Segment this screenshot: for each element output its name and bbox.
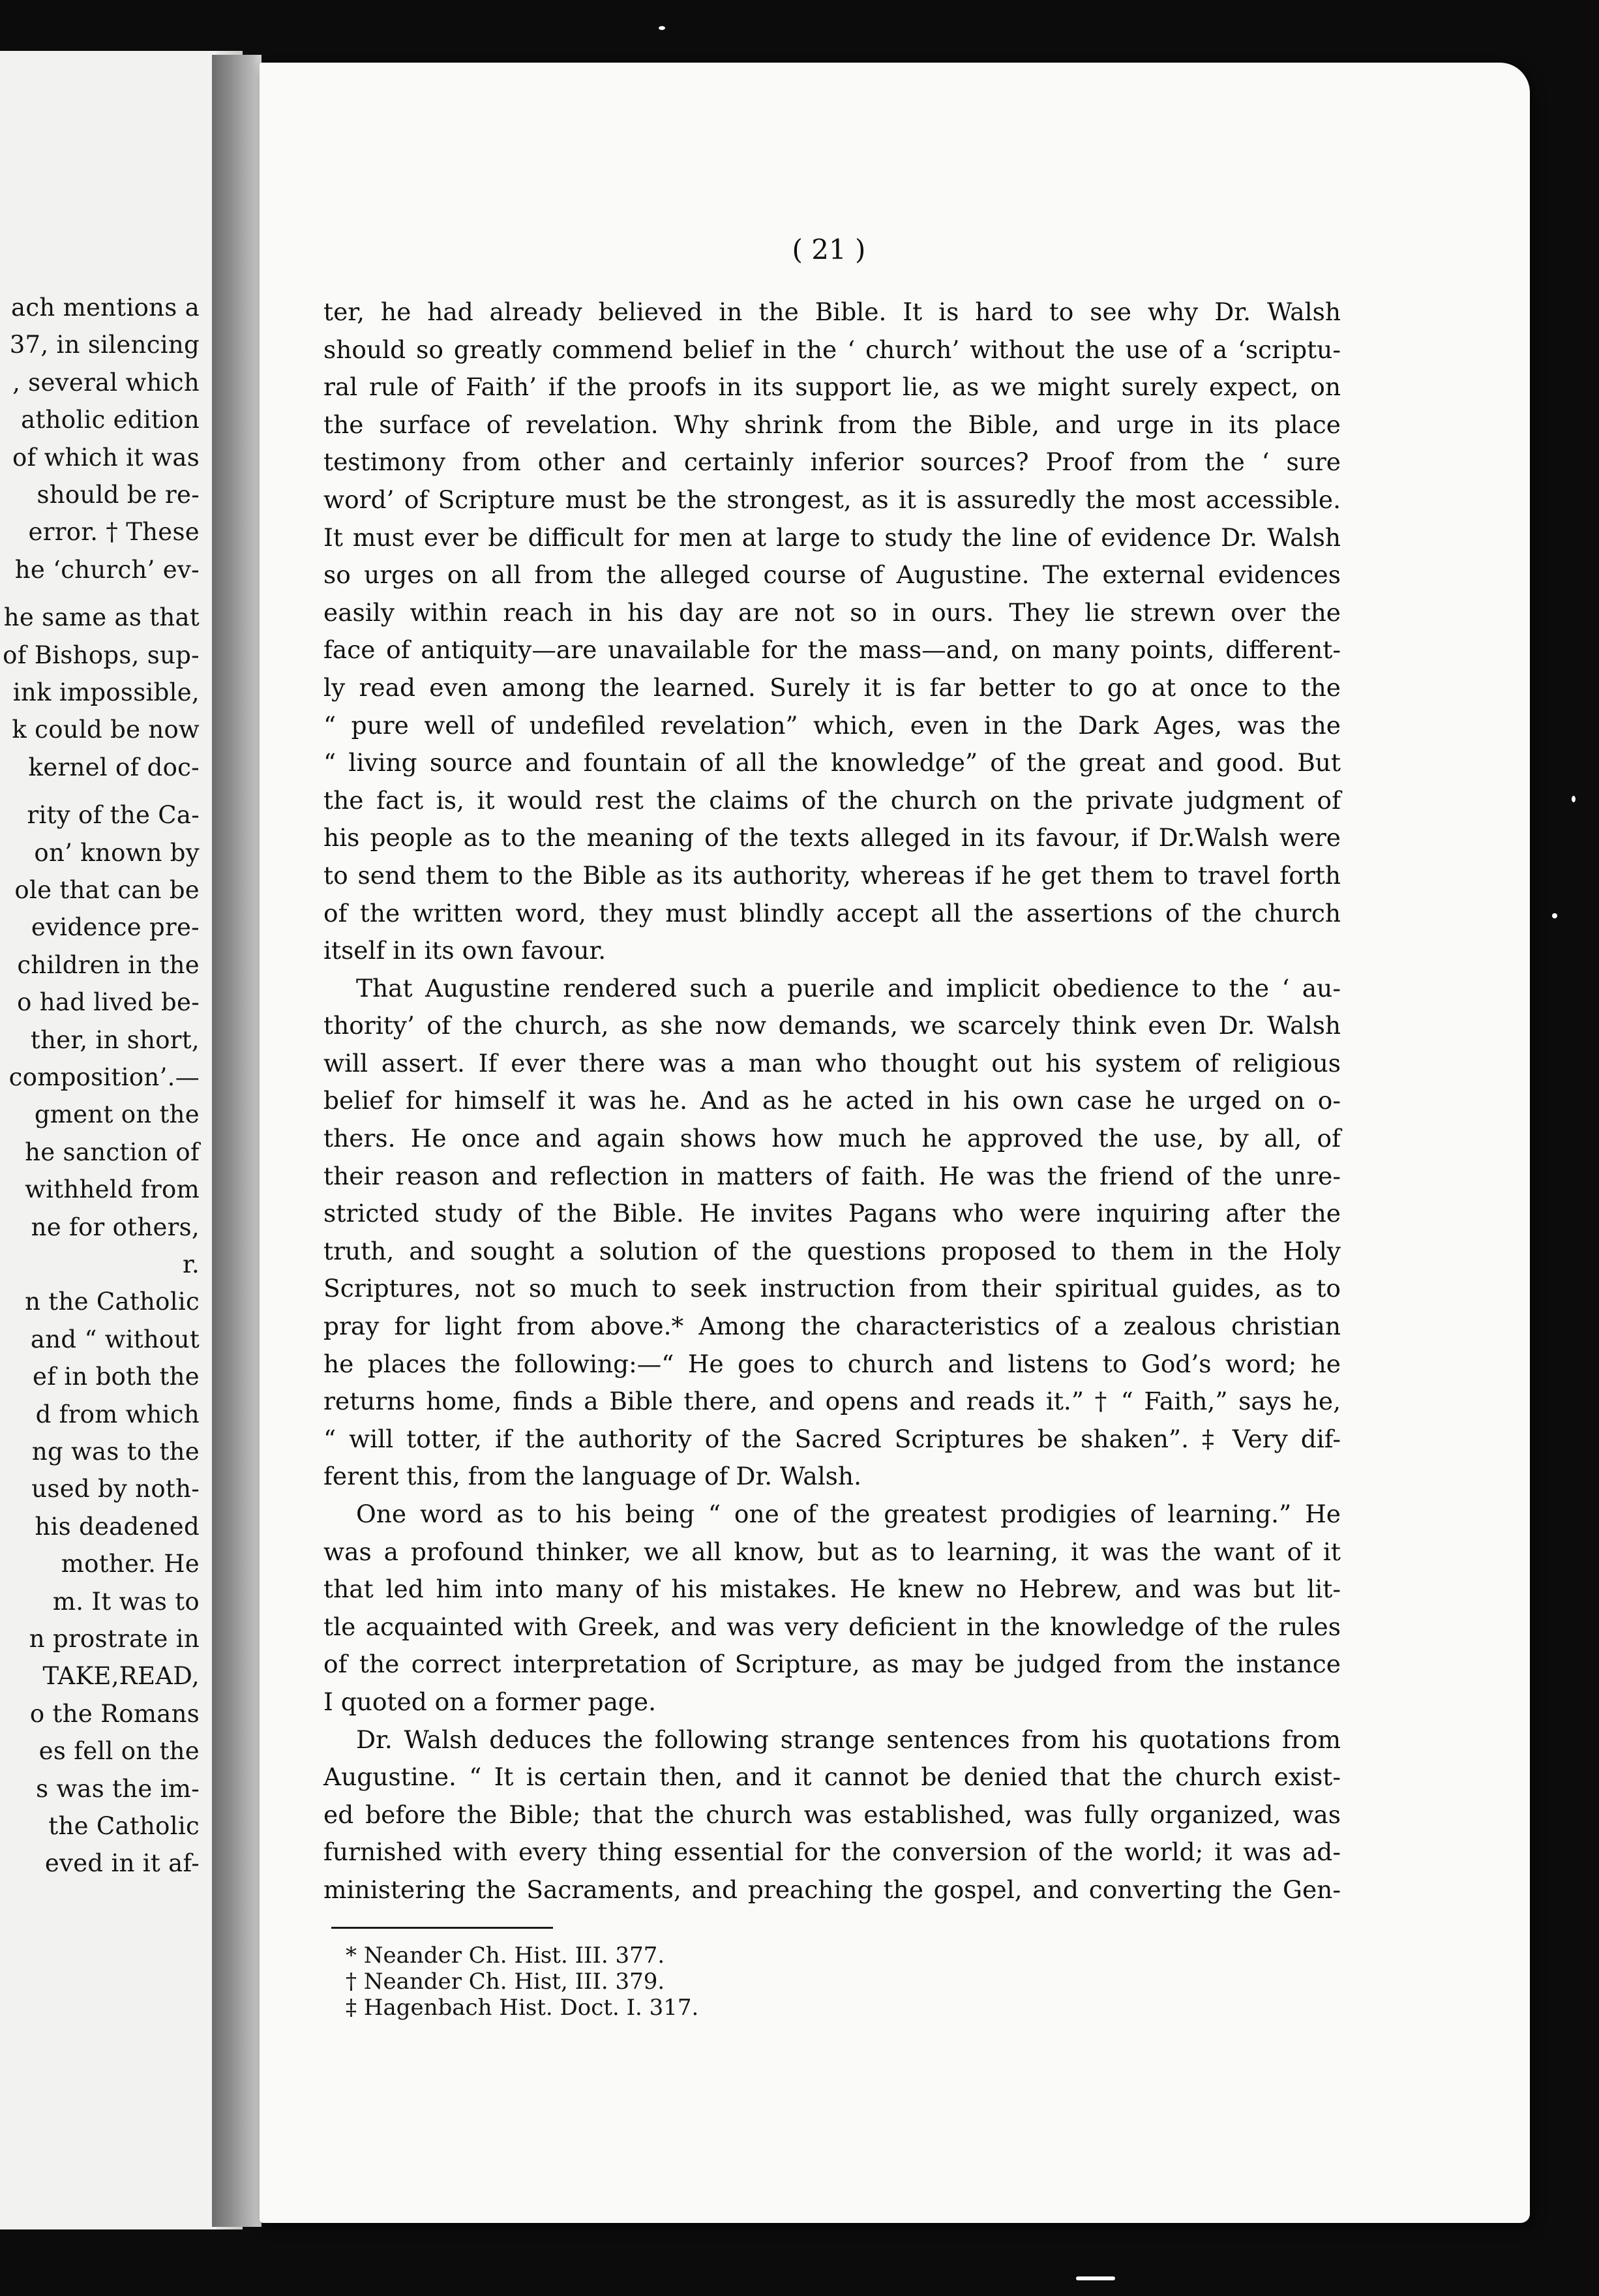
text-line: furnished with every thing essential for the conversion of the world; it was ad- xyxy=(323,1837,1341,1867)
previous-page-line: used by noth- xyxy=(31,1475,200,1503)
text-line: ferent this, from the language of Dr. Walsh. xyxy=(323,1462,861,1491)
page-number: ( 21 ) xyxy=(792,234,866,265)
text-line: truth, and sought a solution of the questions proposed to them in the Holy xyxy=(323,1236,1341,1265)
text-line: so urges on all from the alleged course of Augustine. The external evidences xyxy=(323,560,1341,590)
previous-page-line: the Catholic xyxy=(48,1812,200,1840)
text-line: It must ever be difficult for men at large to study the line of evidence Dr. Walsh xyxy=(323,522,1341,552)
previous-page-line: kernel of doc- xyxy=(28,753,200,781)
previous-page-line: d from which xyxy=(35,1400,200,1428)
previous-page-line: , several which xyxy=(12,368,200,397)
previous-page-line: ink impossible, xyxy=(12,678,200,706)
text-line: of the written word, they must blindly accept all the assertions of the church xyxy=(323,898,1341,928)
previous-page-line: he same as that xyxy=(3,603,200,632)
previous-page-line: o had lived be- xyxy=(17,988,200,1017)
previous-page-line: ther, in short, xyxy=(30,1025,200,1054)
text-line: word’ of Scripture must be the strongest, as it is assuredly the most accessible. xyxy=(323,485,1341,514)
text-line: One word as to his being “ one of the greatest prodigies of learning.” He xyxy=(356,1500,1341,1528)
previous-page-line: children in the xyxy=(17,950,200,979)
previous-page-line: his deadened xyxy=(35,1512,200,1541)
text-line: he places the following:—“ He goes to church and listens to God’s word; he xyxy=(323,1349,1341,1378)
text-line: I quoted on a former page. xyxy=(323,1687,657,1716)
footnotes xyxy=(346,1942,698,2021)
text-line: tle acquainted with Greek, and was very deficient in the knowledge of the rules xyxy=(323,1612,1341,1641)
book-gutter xyxy=(212,55,262,2227)
text-line: his people as to the meaning of the texts alleged in its favour, if Dr.Walsh were xyxy=(323,823,1341,853)
previous-page-line: k could be now xyxy=(12,716,200,744)
previous-page-line: evidence pre- xyxy=(31,913,200,942)
previous-page-line: rity of the Ca- xyxy=(27,801,200,830)
text-line: thers. He once and again shows how much he approved the use, by all, of xyxy=(323,1124,1341,1153)
text-line: will assert. If ever there was a man who thought out his system of religious xyxy=(323,1048,1341,1078)
previous-page-line: n the Catholic xyxy=(25,1288,200,1316)
text-line: face of antiquity—are unavailable for the mass—and, on many points, different- xyxy=(323,635,1341,665)
text-line: of the correct interpretation of Scripture, as may be judged from the instance xyxy=(323,1650,1341,1679)
text-line: “ living source and fountain of all the knowledge” of the great and good. But xyxy=(323,748,1341,778)
previous-page-line: s was the im- xyxy=(36,1774,200,1803)
previous-page-line: ng was to the xyxy=(31,1438,200,1466)
previous-page-line: gment on the xyxy=(34,1100,200,1129)
previous-page-line: should be re- xyxy=(37,481,200,509)
scan-speck xyxy=(659,26,665,30)
text-line: “ will totter, if the authority of the Sacred Scriptures be shaken”. ‡ Very dif- xyxy=(323,1424,1341,1453)
footnote: * Neander Ch. Hist. III. 377. xyxy=(346,1942,665,1969)
previous-page-line: he ‘church’ ev- xyxy=(14,555,200,584)
page-body-text xyxy=(323,294,1341,1909)
text-line: ral rule of Faith’ if the proofs in its support lie, as we might surely expect, on xyxy=(323,372,1341,402)
previous-page-line: he sanction of xyxy=(25,1138,200,1166)
text-line: ter, he had already believed in the Bible. It is hard to see why Dr. Walsh xyxy=(323,297,1341,326)
text-line: stricted study of the Bible. He invites Pagans who were inquiring after the xyxy=(323,1199,1341,1228)
previous-page-line: n prostrate in xyxy=(29,1625,200,1653)
previous-page-line: withheld from xyxy=(25,1175,200,1204)
text-line: that led him into many of his mistakes. He knew no Hebrew, and was but lit- xyxy=(323,1575,1341,1604)
text-line: the fact is, it would rest the claims of the church on the private judgment of xyxy=(323,785,1341,815)
previous-page-line: ne for others, xyxy=(31,1213,200,1241)
previous-page-line: error. † These xyxy=(28,518,200,547)
text-line: Augustine. “ It is certain then, and it cannot be denied that the church exist- xyxy=(323,1762,1341,1792)
text-line: easily within reach in his day are not so in ours. They lie strewn over the xyxy=(323,597,1341,627)
text-line: was a profound thinker, we all know, but as to learning, it was the want of it xyxy=(323,1537,1341,1566)
previous-page-line: 37, in silencing xyxy=(9,331,200,359)
footnote: † Neander Ch. Hist, III. 379. xyxy=(346,1969,665,1995)
text-line: the surface of revelation. Why shrink from the Bible, and urge in its place xyxy=(323,410,1341,439)
text-line: Dr. Walsh deduces the following strange sentences from his quotations from xyxy=(356,1725,1341,1754)
previous-page-line: ach mentions a xyxy=(11,294,200,322)
previous-page-line: ole that can be xyxy=(14,876,200,904)
footnote: ‡ Hagenbach Hist. Doct. I. 317. xyxy=(346,1995,699,2021)
previous-page-line: of Bishops, sup- xyxy=(3,641,200,669)
text-line: testimony from other and certainly inferior sources? Proof from the ‘ sure xyxy=(323,447,1341,477)
previous-page-line: composition’.— xyxy=(8,1063,200,1091)
previous-page-line: o the Romans xyxy=(29,1699,200,1728)
scan-speck xyxy=(1076,2276,1115,2280)
previous-page-line: mother. He xyxy=(61,1550,200,1578)
text-line: ly read even among the learned. Surely it is far better to go at once to the xyxy=(323,672,1341,702)
previous-page-line: es fell on the xyxy=(38,1737,200,1766)
footnote-rule xyxy=(331,1927,553,1929)
previous-page-fragment xyxy=(0,51,243,2229)
previous-page-line: ef in both the xyxy=(33,1363,200,1391)
text-line: That Augustine rendered such a puerile and implicit obedience to the ‘ au- xyxy=(356,973,1341,1003)
previous-page-line: on’ known by xyxy=(34,838,200,867)
scan-speck xyxy=(1572,796,1576,802)
text-line: to send them to the Bible as its authority, whereas if he get them to travel forth xyxy=(323,860,1341,890)
previous-page-line: eved in it af- xyxy=(44,1849,200,1878)
text-line: belief for himself it was he. And as he acted in his own case he urged on o- xyxy=(323,1086,1341,1115)
text-line: itself in its own favour. xyxy=(323,936,606,965)
text-line: ed before the Bible; that the church was established, was fully organized, was xyxy=(323,1800,1341,1829)
scan-speck xyxy=(1552,913,1557,918)
previous-page-line: of which it was xyxy=(12,443,200,472)
text-line: pray for light from above.* Among the characteristics of a zealous christian xyxy=(323,1312,1341,1341)
text-line: should so greatly commend belief in the ‘ church’ without the use of a ‘scriptu- xyxy=(323,335,1341,364)
previous-page-line: atholic edition xyxy=(21,406,200,434)
text-line: their reason and reflection in matters of faith. He was the friend of the unre- xyxy=(323,1161,1341,1190)
text-line: “ pure well of undefiled revelation” which, even in the Dark Ages, was the xyxy=(323,710,1341,740)
text-line: ministering the Sacraments, and preaching the gospel, and converting the Gen- xyxy=(323,1875,1341,1904)
text-line: thority’ of the church, as she now demands, we scarcely think even Dr. Walsh xyxy=(323,1011,1341,1040)
previous-page-line: m. It was to xyxy=(52,1587,200,1616)
text-line: Scriptures, not so much to seek instruction from their spiritual guides, as to xyxy=(323,1274,1341,1303)
previous-page-line: TAKE,READ, xyxy=(42,1662,200,1691)
previous-page-line: r. xyxy=(183,1250,200,1278)
text-line: returns home, finds a Bible there, and opens and reads it.” † “ Faith,” says he, xyxy=(323,1387,1341,1416)
previous-page-line: and “ without xyxy=(30,1325,200,1353)
